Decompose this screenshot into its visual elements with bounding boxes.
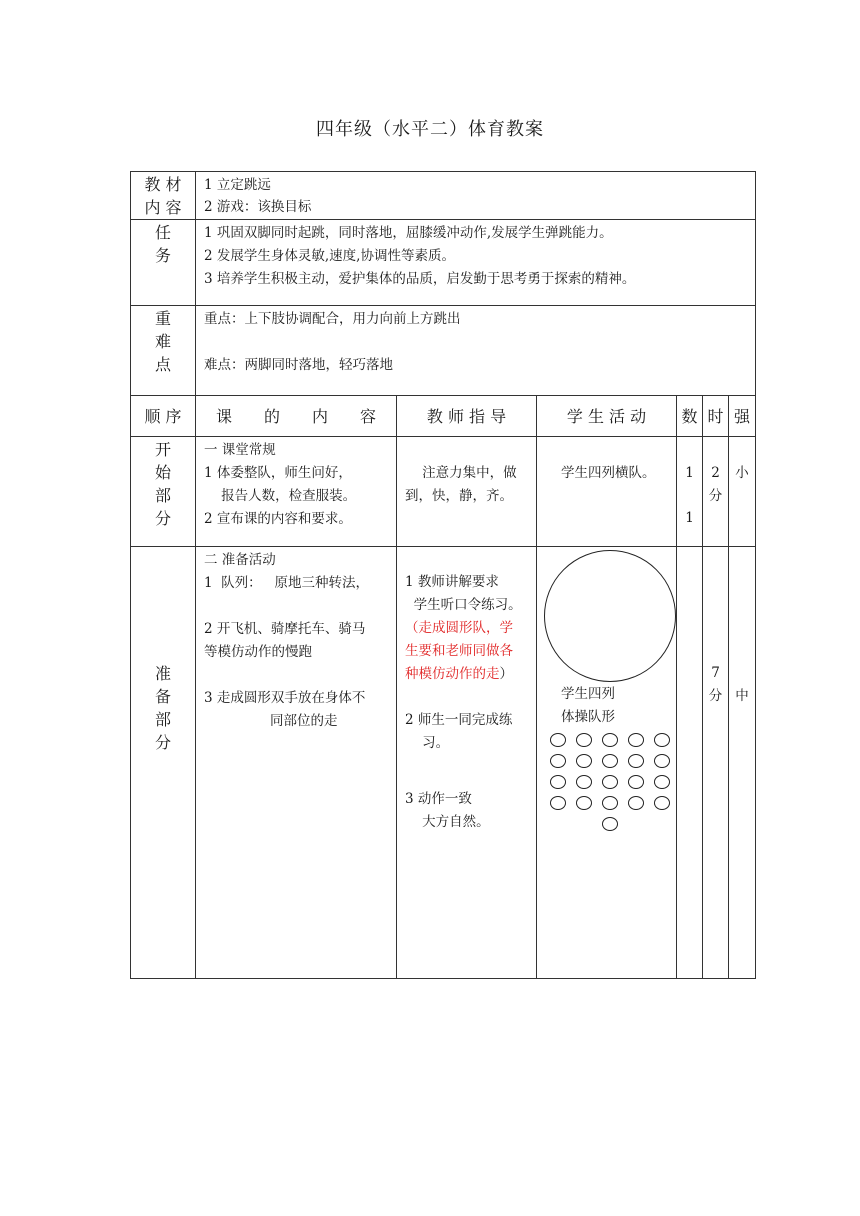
spacer (405, 755, 536, 778)
start-teacher-guidance (397, 437, 537, 547)
key-label-line: 难 (154, 332, 171, 351)
prep-teacher-line: 学生听口令练习。 (405, 597, 522, 613)
header-count: 数 (677, 396, 703, 437)
prep-content-item: 3 走成圆形双手放在身体不 (204, 690, 366, 706)
header-order: 顺 序 (131, 396, 196, 437)
student-marker (654, 775, 670, 789)
prep-teacher-line: 3 动作一致 (405, 791, 472, 807)
student-marker (602, 796, 618, 810)
start-label (131, 437, 196, 547)
start-content-line: 报告人数，检查服装。 (204, 488, 357, 504)
student-marker (628, 754, 644, 768)
student-marker (628, 796, 644, 810)
prep-time (703, 547, 729, 979)
prep-teacher-paren: ） (499, 666, 513, 682)
prep-student-activity (537, 547, 677, 979)
start-label-line: 部 (154, 486, 171, 505)
start-time (703, 437, 729, 547)
material-label-line: 教 材 (144, 175, 182, 194)
start-label-line: 分 (154, 509, 171, 528)
header-student: 学 生 活 动 (537, 396, 677, 437)
key-label-line: 重 (154, 309, 171, 328)
key-points-row (131, 306, 756, 396)
material-item: 2 游戏：该换目标 (204, 199, 312, 215)
time-unit: 分 (708, 488, 723, 504)
gymnastics-formation-diagram (545, 733, 675, 831)
student-marker (576, 796, 592, 810)
prep-section-row (131, 547, 756, 979)
spacer (204, 331, 755, 354)
spacer (405, 686, 536, 709)
count-value: 1 (685, 510, 694, 526)
start-section-row (131, 437, 756, 547)
task-label-line: 任 (154, 223, 171, 242)
student-marker (576, 733, 592, 747)
task-label-line: 务 (154, 246, 171, 265)
prep-label-line: 部 (154, 710, 171, 729)
student-marker (628, 733, 644, 747)
header-time: 时 (703, 396, 729, 437)
start-label-line: 开 (154, 440, 171, 459)
header-content: 课 的 内 容 (196, 396, 397, 437)
circle-formation-diagram (544, 550, 676, 682)
task-item: 1 巩固双脚同时起跳，同时落地，屈膝缓冲动作,发展学生弹跳能力。 (204, 225, 613, 241)
material-item: 1 立定跳远 (204, 177, 271, 193)
student-marker (576, 775, 592, 789)
prep-teacher-line: 习。 (405, 735, 450, 751)
task-item: 3 培养学生积极主动，爱护集体的品质，启发勤于思考勇于探索的精神。 (204, 271, 636, 287)
start-content-line: 一 课堂常规 (204, 442, 276, 458)
student-marker (602, 775, 618, 789)
student-marker (550, 733, 566, 747)
prep-teacher-red-line-3 (405, 663, 536, 686)
header-intensity: 强 (729, 396, 756, 437)
student-marker (576, 754, 592, 768)
student-marker (602, 733, 618, 747)
prep-content-item: 等模仿动作的慢跑 (204, 644, 312, 660)
prep-teacher-line: 2 师生一同完成练 (405, 712, 513, 728)
task-content (196, 220, 756, 306)
prep-content (196, 547, 397, 979)
task-label (131, 220, 196, 306)
prep-label-line: 分 (154, 733, 171, 752)
spacer (405, 778, 536, 788)
prep-content-item: 1 队列： 原地三种转法， (204, 575, 370, 591)
spacer (204, 595, 396, 618)
prep-teacher-red-line: 生要和老师同做各 (405, 643, 513, 659)
prep-teacher-red-text: 种模仿动作的走 (405, 666, 500, 682)
student-marker (654, 754, 670, 768)
prep-teacher-red-line: （走成圆形队，学 (405, 620, 513, 636)
formation-label-line: 体操队形 (561, 709, 615, 725)
student-marker (550, 754, 566, 768)
start-content (196, 437, 397, 547)
teacher-marker (602, 817, 618, 831)
section-header-row (131, 396, 756, 437)
student-marker (550, 796, 566, 810)
spacer (204, 664, 396, 687)
start-count (677, 437, 703, 547)
formation-label-line: 学生四列 (561, 686, 615, 702)
start-content-line: 2 宣布课的内容和要求。 (204, 511, 352, 527)
formation-label (561, 683, 615, 729)
prep-intensity: 中 (729, 547, 756, 979)
prep-teacher-guidance (397, 547, 537, 979)
material-content (196, 172, 756, 220)
prep-teacher-line: 大方自然。 (405, 814, 490, 830)
key-points-content (196, 306, 756, 396)
key-points-label (131, 306, 196, 396)
task-item: 2 发展学生身体灵敏,速度,协调性等素质。 (204, 248, 455, 264)
prep-label-line: 备 (154, 687, 171, 706)
start-teacher-line: 到，快，静，齐。 (405, 488, 513, 504)
prep-content-item: 同部位的走 (270, 713, 338, 729)
prep-label-line: 准 (154, 664, 171, 683)
material-row (131, 172, 756, 220)
key-label-line: 点 (154, 355, 171, 374)
start-intensity: 小 (729, 437, 756, 547)
prep-content-title: 二 准备活动 (204, 552, 276, 568)
student-marker (550, 775, 566, 789)
start-label-line: 始 (154, 463, 171, 482)
time-value: 2 (711, 465, 720, 481)
time-value: 7 (711, 665, 720, 681)
student-marker (602, 754, 618, 768)
key-difficulty: 难点：两脚同时落地，轻巧落地 (204, 357, 393, 373)
start-student-activity: 学生四列横队。 (537, 437, 677, 547)
start-teacher-line: 注意力集中，做 (405, 465, 517, 481)
student-marker (628, 775, 644, 789)
student-marker (654, 796, 670, 810)
prep-count (677, 547, 703, 979)
student-marker (654, 733, 670, 747)
key-focus: 重点：上下肢协调配合，用力向前上方跳出 (204, 311, 461, 327)
material-label-line: 内 容 (144, 198, 182, 217)
prep-label (131, 547, 196, 979)
start-content-line: 1 体委整队，师生问好， (204, 465, 352, 481)
task-row (131, 220, 756, 306)
prep-teacher-line: 1 教师讲解要求 (405, 574, 499, 590)
material-label (131, 172, 196, 220)
header-teacher: 教 师 指 导 (397, 396, 537, 437)
time-unit: 分 (708, 688, 723, 704)
lesson-plan-table (130, 171, 756, 979)
count-value: 1 (685, 465, 694, 481)
page-title: 四年级（水平二）体育教案 (316, 119, 544, 140)
prep-content-item: 2 开飞机、骑摩托车、骑马 (204, 621, 366, 637)
